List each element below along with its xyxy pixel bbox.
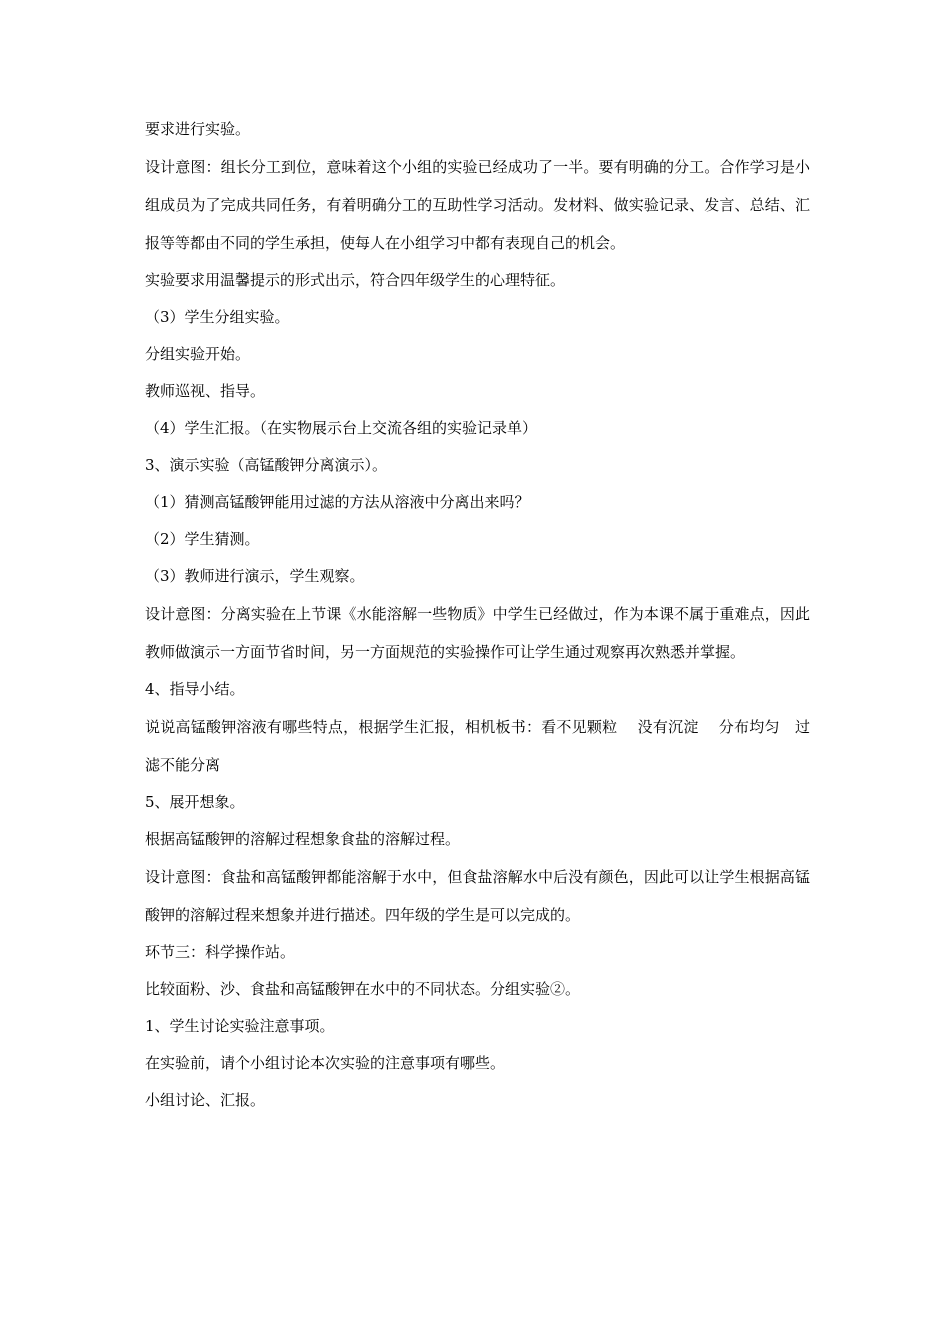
paragraph: 分组实验开始。 (145, 345, 251, 363)
paragraph: （1）猜测高锰酸钾能用过滤的方法从溶液中分离出来吗？ (145, 493, 530, 511)
paragraph: 根据高锰酸钾的溶解过程想象食盐的溶解过程。 (145, 830, 461, 848)
paragraph: （2）学生猜测。 (145, 530, 260, 548)
paragraph: （3）学生分组实验。 (145, 308, 290, 326)
section-heading: 环节三：科学操作站。 (145, 943, 296, 961)
section-heading: 1、学生讨论实验注意事项。 (145, 1017, 335, 1035)
paragraph: （4）学生汇报。（在实物展示台上交流各组的实验记录单） (145, 419, 538, 437)
paragraph: 比较面粉、沙、食盐和高锰酸钾在水中的不同状态。分组实验②。 (145, 980, 581, 998)
paragraph: 教师巡视、指导。 (145, 382, 266, 400)
document-body (145, 120, 810, 1128)
paragraph: 小组讨论、汇报。 (145, 1091, 266, 1109)
section-heading: 3、演示实验（高锰酸钾分离演示）。 (145, 456, 388, 474)
design-intent-paragraph: 设计意图：食盐和高锰酸钾都能溶解于水中，但食盐溶解水中后没有颜色，因此可以让学生根据高锰酸钾的溶解过程来想象并进行描述。四年级的学生是可以完成的。 (145, 868, 810, 924)
section-heading: 4、指导小结。 (145, 680, 245, 698)
paragraph: 在实验前，请个小组讨论本次实验的注意事项有哪些。 (145, 1054, 506, 1072)
paragraph: （3）教师进行演示，学生观察。 (145, 567, 365, 585)
design-intent-paragraph: 设计意图：分离实验在上节课《水能溶解一些物质》中学生已经做过，作为本课不属于重难点，因此教师做演示一方面节省时间，另一方面规范的实验操作可让学生通过观察再次熟悉并掌握。 (145, 605, 810, 661)
paragraph: 说说高锰酸钾溶液有哪些特点，根据学生汇报，相机板书：看不见颗粒 没有沉淀 分布均匀 过滤不能分离 (145, 718, 810, 774)
section-heading: 5、展开想象。 (145, 793, 245, 811)
design-intent-paragraph: 设计意图：组长分工到位，意味着这个小组的实验已经成功了一半。要有明确的分工。合作学习是小组成员为了完成共同任务，有着明确分工的互助性学习活动。发材料、做实验记录、发言、总结、汇报等等都由不同的学生承担，使每人在小组学习中都有表现自己的机会。 (145, 158, 810, 252)
paragraph: 要求进行实验。 (145, 120, 251, 138)
paragraph: 实验要求用温馨提示的形式出示，符合四年级学生的心理特征。 (145, 271, 566, 289)
